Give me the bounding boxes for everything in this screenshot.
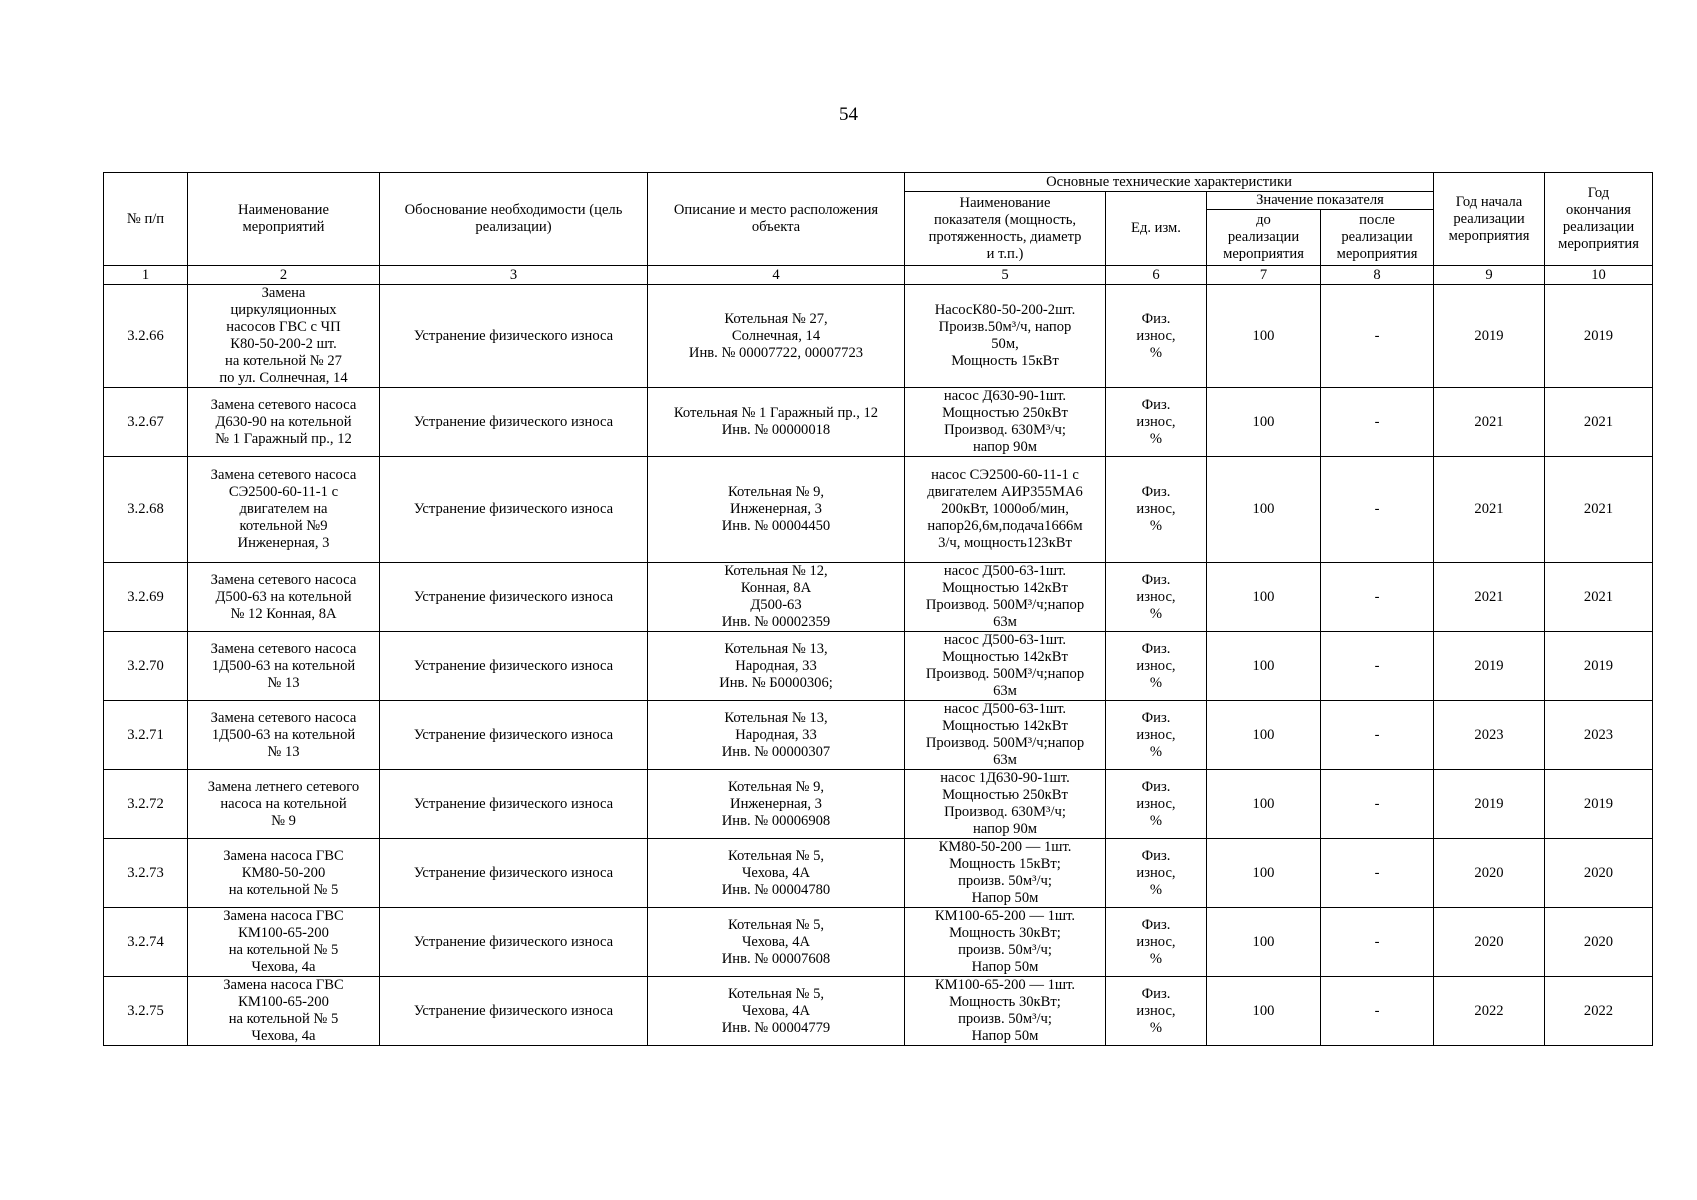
column-number: 3	[380, 266, 648, 285]
cell-name: Замена сетевого насоса 1Д500-63 на котельной № 13	[188, 701, 380, 770]
cell-reason: Устранение физического износа	[380, 563, 648, 632]
cell-before: 100	[1207, 285, 1321, 388]
column-number: 6	[1106, 266, 1207, 285]
cell-start-year: 2019	[1434, 632, 1545, 701]
cell-after: -	[1321, 701, 1434, 770]
cell-name: Замена насоса ГВС КМ100-65-200 на котельной № 5 Чехова, 4а	[188, 908, 380, 977]
cell-reason: Устранение физического износа	[380, 388, 648, 457]
cell-unit: Физ. износ, %	[1106, 908, 1207, 977]
cell-end-year: 2019	[1545, 285, 1653, 388]
cell-end-year: 2020	[1545, 839, 1653, 908]
cell-num: 3.2.68	[104, 457, 188, 563]
cell-start-year: 2021	[1434, 457, 1545, 563]
column-number: 9	[1434, 266, 1545, 285]
cell-location: Котельная № 13, Народная, 33 Инв. № Б0000306;	[648, 632, 905, 701]
cell-start-year: 2023	[1434, 701, 1545, 770]
column-number-row	[104, 266, 1653, 285]
header-value-group: Значение показателя	[1207, 192, 1434, 210]
cell-location: Котельная № 9, Инженерная, 3 Инв. № 00006908	[648, 770, 905, 839]
cell-num: 3.2.66	[104, 285, 188, 388]
cell-after: -	[1321, 977, 1434, 1046]
cell-name: Замена сетевого насоса Д500-63 на котельной № 12 Конная, 8А	[188, 563, 380, 632]
cell-after: -	[1321, 908, 1434, 977]
column-number: 5	[905, 266, 1106, 285]
column-number: 8	[1321, 266, 1434, 285]
cell-indicator: насос Д500-63-1шт. Мощностью 142кВт Производ. 500М³/ч;напор 63м	[905, 632, 1106, 701]
cell-start-year: 2019	[1434, 285, 1545, 388]
cell-location: Котельная № 9, Инженерная, 3 Инв. № 00004450	[648, 457, 905, 563]
cell-num: 3.2.73	[104, 839, 188, 908]
table-row	[104, 563, 1653, 632]
table-row	[104, 632, 1653, 701]
cell-after: -	[1321, 457, 1434, 563]
column-number: 7	[1207, 266, 1321, 285]
cell-indicator: НасосК80-50-200-2шт. Произв.50м³/ч, напор 50м, Мощность 15кВт	[905, 285, 1106, 388]
column-number: 10	[1545, 266, 1653, 285]
cell-end-year: 2019	[1545, 770, 1653, 839]
cell-name: Замена сетевого насоса СЭ2500-60-11-1 с двигателем на котельной №9 Инженерная, 3	[188, 457, 380, 563]
header-num: № п/п	[104, 173, 188, 266]
cell-before: 100	[1207, 632, 1321, 701]
cell-indicator: насос Д630-90-1шт. Мощностью 250кВт Производ. 630М³/ч; напор 90м	[905, 388, 1106, 457]
cell-after: -	[1321, 563, 1434, 632]
header-indicator-name: Наименование показателя (мощность, протяженность, диаметр и т.п.)	[905, 192, 1106, 266]
header-reason: Обоснование необходимости (цель реализации)	[380, 173, 648, 266]
cell-indicator: насос Д500-63-1шт. Мощностью 142кВт Производ. 500М³/ч;напор 63м	[905, 701, 1106, 770]
header-tech-group: Основные технические характеристики	[905, 173, 1434, 192]
cell-start-year: 2021	[1434, 388, 1545, 457]
cell-unit: Физ. износ, %	[1106, 977, 1207, 1046]
page-number: 54	[839, 104, 858, 125]
cell-num: 3.2.69	[104, 563, 188, 632]
cell-end-year: 2021	[1545, 563, 1653, 632]
cell-name: Замена сетевого насоса 1Д500-63 на котельной № 13	[188, 632, 380, 701]
cell-unit: Физ. износ, %	[1106, 457, 1207, 563]
cell-indicator: насос 1Д630-90-1шт. Мощностью 250кВт Производ. 630М³/ч; напор 90м	[905, 770, 1106, 839]
cell-before: 100	[1207, 770, 1321, 839]
cell-location: Котельная № 5, Чехова, 4А Инв. № 00004779	[648, 977, 905, 1046]
cell-reason: Устранение физического износа	[380, 908, 648, 977]
cell-before: 100	[1207, 563, 1321, 632]
cell-num: 3.2.67	[104, 388, 188, 457]
table-row	[104, 388, 1653, 457]
header-name: Наименование мероприятий	[188, 173, 380, 266]
cell-unit: Физ. износ, %	[1106, 701, 1207, 770]
cell-unit: Физ. износ, %	[1106, 632, 1207, 701]
cell-num: 3.2.71	[104, 701, 188, 770]
cell-unit: Физ. износ, %	[1106, 563, 1207, 632]
cell-before: 100	[1207, 908, 1321, 977]
cell-name: Замена насоса ГВС КМ100-65-200 на котельной № 5 Чехова, 4а	[188, 977, 380, 1046]
cell-reason: Устранение физического износа	[380, 839, 648, 908]
cell-after: -	[1321, 770, 1434, 839]
cell-reason: Устранение физического износа	[380, 457, 648, 563]
cell-start-year: 2020	[1434, 908, 1545, 977]
cell-indicator: КМ100-65-200 — 1шт. Мощность 30кВт; произв. 50м³/ч; Напор 50м	[905, 908, 1106, 977]
header-end-year: Год окончания реализации мероприятия	[1545, 173, 1653, 266]
cell-indicator: КМ80-50-200 — 1шт. Мощность 15кВт; произв. 50м³/ч; Напор 50м	[905, 839, 1106, 908]
cell-location: Котельная № 27, Солнечная, 14 Инв. № 00007722, 00007723	[648, 285, 905, 388]
cell-unit: Физ. износ, %	[1106, 285, 1207, 388]
cell-reason: Устранение физического износа	[380, 770, 648, 839]
cell-before: 100	[1207, 839, 1321, 908]
cell-location: Котельная № 1 Гаражный пр., 12 Инв. № 00000018	[648, 388, 905, 457]
table-row	[104, 908, 1653, 977]
cell-name: Замена летнего сетевого насоса на котельной № 9	[188, 770, 380, 839]
table-row	[104, 285, 1653, 388]
cell-name: Замена сетевого насоса Д630-90 на котельной № 1 Гаражный пр., 12	[188, 388, 380, 457]
cell-indicator: насос СЭ2500-60-11-1 с двигателем АИР355МА6 200кВт, 1000об/мин, напор26,6м,подача1666м 3/ч, мощность123кВт	[905, 457, 1106, 563]
table-row	[104, 770, 1653, 839]
table-row	[104, 701, 1653, 770]
table-row	[104, 977, 1653, 1046]
cell-end-year: 2020	[1545, 908, 1653, 977]
cell-end-year: 2021	[1545, 388, 1653, 457]
header-unit: Ед. изм.	[1106, 192, 1207, 266]
cell-start-year: 2020	[1434, 839, 1545, 908]
cell-location: Котельная № 5, Чехова, 4А Инв. № 00007608	[648, 908, 905, 977]
cell-after: -	[1321, 285, 1434, 388]
cell-location: Котельная № 13, Народная, 33 Инв. № 00000307	[648, 701, 905, 770]
cell-start-year: 2021	[1434, 563, 1545, 632]
cell-start-year: 2019	[1434, 770, 1545, 839]
cell-after: -	[1321, 839, 1434, 908]
cell-end-year: 2021	[1545, 457, 1653, 563]
cell-name: Замена насоса ГВС КМ80-50-200 на котельной № 5	[188, 839, 380, 908]
header-before: до реализации мероприятия	[1207, 210, 1321, 266]
column-number: 4	[648, 266, 905, 285]
cell-unit: Физ. износ, %	[1106, 839, 1207, 908]
cell-before: 100	[1207, 977, 1321, 1046]
table-row	[104, 839, 1653, 908]
cell-before: 100	[1207, 701, 1321, 770]
cell-unit: Физ. износ, %	[1106, 388, 1207, 457]
cell-end-year: 2019	[1545, 632, 1653, 701]
cell-end-year: 2022	[1545, 977, 1653, 1046]
cell-num: 3.2.72	[104, 770, 188, 839]
cell-before: 100	[1207, 388, 1321, 457]
cell-num: 3.2.75	[104, 977, 188, 1046]
cell-unit: Физ. износ, %	[1106, 770, 1207, 839]
column-number: 2	[188, 266, 380, 285]
header-start-year: Год начала реализации мероприятия	[1434, 173, 1545, 266]
cell-start-year: 2022	[1434, 977, 1545, 1046]
cell-reason: Устранение физического износа	[380, 701, 648, 770]
cell-num: 3.2.70	[104, 632, 188, 701]
cell-reason: Устранение физического износа	[380, 285, 648, 388]
measures-table	[103, 172, 1653, 1046]
cell-after: -	[1321, 388, 1434, 457]
cell-after: -	[1321, 632, 1434, 701]
cell-reason: Устранение физического износа	[380, 632, 648, 701]
cell-end-year: 2023	[1545, 701, 1653, 770]
cell-indicator: насос Д500-63-1шт. Мощностью 142кВт Производ. 500М³/ч;напор 63м	[905, 563, 1106, 632]
table-row	[104, 457, 1653, 563]
cell-indicator: КМ100-65-200 — 1шт. Мощность 30кВт; произв. 50м³/ч; Напор 50м	[905, 977, 1106, 1046]
cell-name: Замена циркуляционных насосов ГВС с ЧП К80-50-200-2 шт. на котельной № 27 по ул. Солнечная, 14	[188, 285, 380, 388]
header-after: после реализации мероприятия	[1321, 210, 1434, 266]
cell-reason: Устранение физического износа	[380, 977, 648, 1046]
cell-location: Котельная № 5, Чехова, 4А Инв. № 00004780	[648, 839, 905, 908]
cell-before: 100	[1207, 457, 1321, 563]
cell-location: Котельная № 12, Конная, 8А Д500-63 Инв. № 00002359	[648, 563, 905, 632]
cell-num: 3.2.74	[104, 908, 188, 977]
column-number: 1	[104, 266, 188, 285]
header-location: Описание и место расположения объекта	[648, 173, 905, 266]
